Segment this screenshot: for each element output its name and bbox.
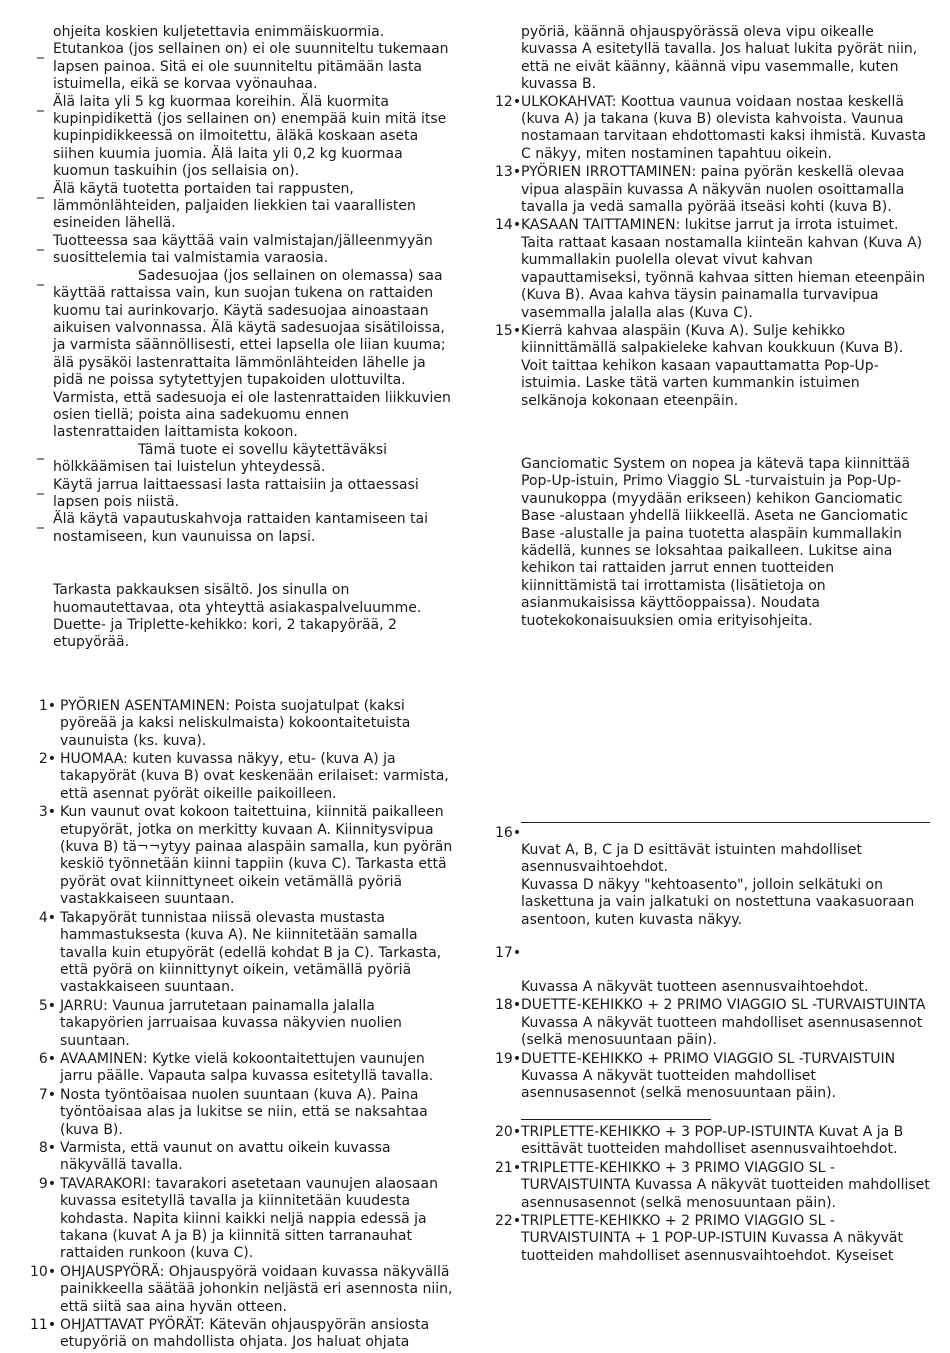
step-text: HUOMAA: kuten kuvassa näkyy, etu- (kuva A) ja takapyörät (kuva B) ovat keskenään erilaiset: varmista, että asennat pyörät oikeille paikoilleen.: [60, 751, 449, 802]
step-item: [30, 698, 460, 750]
step-number: 2•: [38, 751, 56, 768]
step-item: [495, 997, 930, 1049]
dash-bullet-icon: _: [37, 513, 44, 530]
step-text: Kun vaunut ovat kokoon taitettuina, kiinnitä paikalleen etupyörät, jotka on merkitty kuvaan A. Kiinnitysvipua (kuva B) tä¬¬ytyy painaa alaspäin samalla, kun pyörän keskiö työnnetään kiinni tappiin (kuva C). Tarkasta että pyörät ovat kiinnittyneet oikein vetämällä pyöriä vastakkaiseen suuntaan.: [60, 804, 453, 908]
warning-item: [30, 442, 460, 477]
step-item: [495, 1213, 930, 1265]
step-item: [30, 751, 460, 803]
step-item: [495, 1124, 930, 1159]
warning-item: [30, 94, 460, 181]
step-item: [495, 1160, 930, 1212]
step-item: [30, 1051, 460, 1086]
step-text: Takapyörät tunnistaa niissä olevasta mustasta hammastuksesta (kuva A). Ne kiinnitetään samalla tavalla kuin etupyörät (edellä kohdat B ja C). Tarkasta, että pyörä on kiinnittynyt oikein, vetämällä pyöriä vastakkaiseen suuntaan.: [60, 909, 442, 996]
warning-item: [30, 511, 460, 546]
step-item: [495, 1051, 930, 1103]
step-text: Kierrä kahvaa alaspäin (Kuva A). Sulje kehikko kiinnittämällä salpakieleke kahvan koukkuun (Kuva B). Voit taittaa kehikon kasaan vapauttamatta Pop-Up-istuimia. Laske tätä varten kummankin istuimen selkänoja kokonaan eteenpäin.: [521, 322, 904, 409]
step-number: 12•: [495, 93, 522, 110]
step-text: PYÖRIEN ASENTAMINEN: Poista suojatulpat (kaksi pyöreää ja kaksi neliskulmaista) kokoontaitetuista vaunuista (ks. kuva).: [60, 697, 411, 749]
step-number: 17•: [495, 945, 522, 962]
warning-text: Tämä tuote ei sovellu käytettäväksi hölkkäämisen tai luistelun yhteydessä.: [53, 441, 387, 476]
step-number: 18•: [495, 997, 522, 1014]
step-number: 9•: [38, 1175, 56, 1192]
step-number: 13•: [495, 164, 522, 181]
step-text: ULKOKAHVAT: Koottua vaunua voidaan nostaa keskellä (kuva A) ja takana (kuva B) olevista kahvoista. Vaunua nostamaan tarvitaan ehdottomasti kaksi ihmistä. Kuvasta C näkyy, miten nostaminen tapahtuu oikein.: [521, 93, 927, 162]
step-item: [495, 217, 930, 321]
step-number: 1•: [38, 697, 56, 714]
step-text: JARRU: Vaunua jarrutetaan painamalla jalalla takapyörien jarruaisaa kuvassa näkyvien nuolien suuntaan.: [60, 997, 402, 1049]
step-item: [495, 94, 930, 164]
step-text: PYÖRIEN IRROTTAMINEN: paina pyörän keskellä olevaa vipua alaspäin kuvassa A näkyvän nuolen osoittamalla tavalla ja vedä samalla pyörää itseäsi kohti (kuva B).: [521, 164, 905, 216]
rule-divider: [521, 822, 930, 823]
step-item: [495, 323, 930, 410]
package-contents-text: Tarkasta pakkauksen sisältö. Jos sinulla on huomautettavaa, ota yhteyttä asiakaspalveluumme. Duette- ja Triplette-kehikko: kori, 2 takapyörää, 2 etupyörää.: [53, 582, 422, 651]
dash-bullet-icon: _: [37, 234, 44, 251]
step-number: 8•: [38, 1139, 56, 1156]
step-text: TRIPLETTE-KEHIKKO + 3 POP-UP-ISTUINTA Kuvat A ja B esittävät tuotteiden mahdolliset asennusvaihtoehdot.: [521, 1123, 904, 1158]
step-number: 7•: [38, 1086, 56, 1103]
warning-item: [30, 477, 460, 512]
step-text: Nosta työntöaisaa nuolen suuntaan (kuva A). Paina työntöaisaa alas ja lukitse se niin, että se naksahtaa (kuva B).: [60, 1086, 428, 1138]
warning-text: Älä käytä vapautuskahvoja rattaiden kantamiseen tai nostamiseen, kun vaunuissa on lapsi.: [53, 511, 428, 545]
step-number: 20•: [495, 1123, 522, 1140]
assembly-steps: [30, 698, 460, 1352]
warning-text: Käytä jarrua laittaessasi lasta rattaisiin ja ottaessasi lapsen pois niistä.: [53, 476, 419, 510]
dash-bullet-icon: _: [37, 443, 44, 460]
dash-bullet-icon: _: [37, 269, 44, 286]
step-item: [30, 1087, 460, 1139]
step-item: [30, 1264, 460, 1316]
step-text: KASAAN TAITTAMINEN: lukitse jarrut ja irrota istuimet. Taita rattaat kasaan nostamalla kiinteän kahvan (Kuva A) kummallakin puolella olevat vivut kahvan vapauttamiseksi, työnnä kahvaa sitten hieman eteenpäin (Kuva B). Avaa kahva täysin painamalla turvavipua vasemmalla jalalla alas (Kuva C).: [521, 217, 926, 321]
step-text: OHJAUSPYÖRÄ: Ohjauspyörä voidaan kuvassa näkyvällä painikkeella säätää johonkin neljästä eri asennosta niin, että siitä saa aina hyvän otteen.: [60, 1263, 453, 1315]
step-item: [495, 945, 930, 996]
step-number: 22•: [495, 1212, 522, 1229]
step-text: Kuvat A, B, C ja D esittävät istuinten mahdolliset asennusvaihtoehdot.: [521, 842, 863, 876]
step-number: 16•: [495, 825, 522, 841]
step-number: 14•: [495, 217, 522, 234]
step-number: 19•: [495, 1050, 522, 1067]
step-note: Kuvassa D näkyy "kehtoasento", jolloin selkätuki on laskettuna ja vain jalkatuki on nostettuna vaakasuoraan asentoon, kuten kuvasta näkyy.: [521, 876, 915, 928]
warning-text: Tuotteessa saa käyttää vain valmistajan/jälleenmyyän suosittelemia tai valmistamia varaosia.: [53, 232, 433, 267]
step-item: [495, 164, 930, 216]
step-text: Kuvassa A näkyvät tuotteen asennusvaihtoehdot.: [521, 979, 869, 996]
step-item: [30, 1176, 460, 1263]
warning-text: Älä käytä tuotetta portaiden tai rappusten, lämmönlähteiden, paljaiden liekkien tai vaarallisten esineiden lähellä.: [53, 180, 416, 232]
step-item: [495, 825, 930, 929]
step-item: [30, 1317, 460, 1352]
warning-text: Älä laita yli 5 kg kuormaa koreihin. Älä kuormita kupinpidikettä (jos sellainen on) enempää kuin mitä itse kupinpidikkeessä on ilmoitettu, äläkä koskaan aseta siihen kuumia juomia. Älä laita yli 0,2 kg kuormaa kuomun taskuihin (jos sellaisia on).: [53, 93, 447, 180]
continuation-text: ohjeita koskien kuljetettavia enimmäiskuormia.: [53, 24, 385, 40]
step-text: DUETTE-KEHIKKO + 2 PRIMO VIAGGIO SL -TURVAISTUINTA Kuvassa A näkyvät tuotteen mahdolliset asennusasennot (selkä menosuuntaan päin).: [521, 997, 926, 1049]
step-number: 6•: [38, 1050, 56, 1067]
assembly-steps: [495, 997, 930, 1102]
dash-bullet-icon: _: [37, 95, 44, 112]
warning-text: Etutankoa (jos sellainen on) ei ole suunniteltu tukemaan lapsen painoa. Sitä ei ole suunniteltu pitämään lasta istuimella, eikä se korvaa vyönauhaa.: [53, 41, 449, 93]
ganciomatic-text: Ganciomatic System on nopea ja kätevä tapa kiinnittää Pop-Up-istuin, Primo Viaggio SL -turvaistuin ja Pop-Up-vaunukoppa (myydään erikseen) kehikon Ganciomatic Base -alustaan yhdellä liikkeellä. Aseta ne Ganciomatic Base -alustalle ja paina tuotetta alaspäin kummallakin kädellä, kunnes se loksahtaa paikalleen. Lukitse aina kehikon tai rattaiden jarrut ennen tuotteiden kiinnittämistä tai irrottamista (lisätietoja on asianmukaisissa käyttöoppaissa). Noudata tuotekokonaisuuksien omia erityisohjeita.: [521, 455, 911, 629]
continuation-text: pyöriä, käännä ohjauspyörässä oleva vipu oikealle kuvassa A esitetyllä tavalla. Jos haluat lukita pyörät niin, että ne eivät käänny, käännä vipu vasemmalle, kuten kuvassa B.: [521, 24, 918, 93]
step-text: Varmista, että vaunut on avattu oikein kuvassa näkyvällä tavalla.: [60, 1139, 391, 1174]
warning-item: [30, 181, 460, 233]
step-number: 11•: [30, 1317, 57, 1334]
warning-text: Sadesuojaa (jos sellainen on olemassa) saa käyttää rattaissa vain, kun suojan tukena on rattaiden kuomu tai aurinkovarjo. Käytä sadesuojaa ainoastaan aikuisen valvonnassa. Älä käytä sadesuojaa sisätiloissa, ja varmista säännöllisesti, ettei lapsella ole liian kuuma; älä pysäköi lastenrattaita lämmönlähteiden lähelle ja pidä ne poissa sytytettyjen tupakoiden ulottuvilta. Varmista, että sadesuoja ei ole lastenrattaiden liikkuvien osien tiellä; poista aina sadekuomu ennen lastenrattaiden laittamista kokoon.: [53, 267, 451, 441]
dash-bullet-icon: _: [37, 182, 44, 199]
step-item: [30, 998, 460, 1050]
step-number: 5•: [38, 997, 56, 1014]
dash-bullet-icon: _: [37, 43, 44, 60]
step-text: DUETTE-KEHIKKO + PRIMO VIAGGIO SL -TURVAISTUIN Kuvassa A näkyvät tuotteiden mahdolliset asennusasennot (selkä menosuuntaan päin).: [521, 1050, 896, 1102]
step-number: 3•: [38, 804, 56, 821]
dash-bullet-icon: _: [37, 478, 44, 495]
warning-item: [30, 268, 460, 442]
step-text: TRIPLETTE-KEHIKKO + 2 PRIMO VIAGGIO SL -TURVAISTUINTA + 1 POP-UP-ISTUIN Kuvassa A näkyvät tuotteiden mahdolliset asennusvaihtoehdot. Kyseiset: [521, 1212, 903, 1264]
step-text: AVAAMINEN: Kytke vielä kokoontaitettujen vaunujen jarru päälle. Vapauta salpa kuvassa esitetyllä tavalla.: [60, 1050, 434, 1085]
step-text: OHJATTAVAT PYÖRÄT: Kätevän ohjauspyörän ansiosta etupyöriä on mahdollista ohjata. Jos haluat ohjata: [60, 1317, 430, 1351]
warning-item: [30, 233, 460, 268]
step-item: [30, 804, 460, 908]
step-item: [30, 1140, 460, 1175]
warning-item: [30, 41, 460, 93]
rule-divider: [521, 1119, 711, 1120]
step-number: 10•: [30, 1263, 57, 1280]
step-text: TRIPLETTE-KEHIKKO + 3 PRIMO VIAGGIO SL -TURVAISTUINTA Kuvassa A näkyvät tuotteiden mahdolliset asennusasennot (selkä menosuuntaan päin).: [521, 1159, 930, 1211]
assembly-steps: [495, 1124, 930, 1265]
step-text: TAVARAKORI: tavarakori asetetaan vaunujen alaosaan kuvassa esitetyllä tavalla ja kiinnitetään kuudesta kohdasta. Napita kiinni kaikki neljä nappia edessä ja takana (kuvat A ja B) ja kiinnitä sitten tarranauhat rattaiden runkoon (kuva C).: [60, 1175, 438, 1262]
assembly-steps: [495, 94, 930, 410]
left-column: [30, 24, 460, 1353]
step-number: 15•: [495, 322, 522, 339]
step-number: 4•: [38, 909, 56, 926]
right-column: [495, 24, 930, 1266]
step-number: 21•: [495, 1159, 522, 1176]
step-item: [30, 910, 460, 997]
